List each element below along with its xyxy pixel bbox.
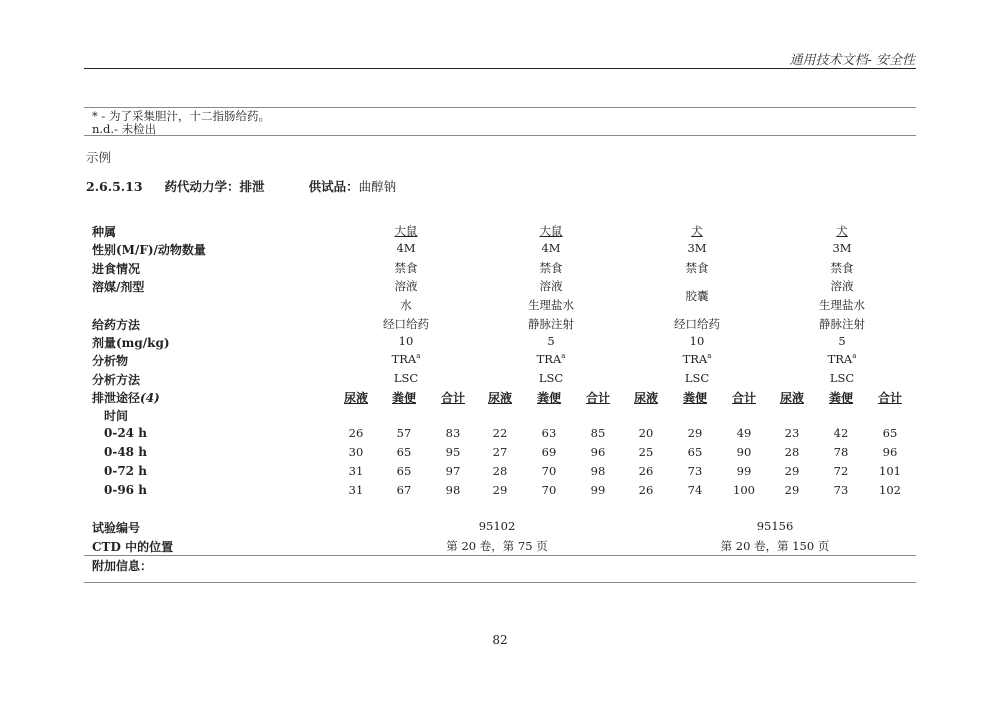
excretion-value: 72 [833,464,849,478]
section-title: 药代动力学：排泄 [164,179,265,194]
excretion-value: 42 [833,426,849,440]
group-vehicle: 溶液 [830,279,854,293]
label-study-no: 试验编号 [92,521,141,535]
excretion-value: 85 [590,426,606,440]
analyte-footnote-mark: a [707,352,712,361]
group-analyte [392,352,421,366]
excretion-value: 100 [733,483,755,497]
excretion-value: 102 [879,483,901,497]
excretion-value: 70 [541,464,557,478]
excretion-route-text: 排泄途径 [92,391,141,405]
excretion-value: 69 [541,445,557,459]
excretion-value: 27 [492,445,508,459]
group-dose: 10 [398,334,414,348]
group-species: 大鼠 [539,224,563,238]
excretion-value: 67 [396,483,412,497]
group-species: 犬 [691,224,703,238]
excretion-value: 49 [736,426,752,440]
excretion-value: 29 [784,483,800,497]
study-no-rat: 95102 [478,519,516,533]
ctd-location-rat: 第 20 卷，第 75 页 [446,539,548,553]
footnote-divider-bottom [84,135,916,136]
analyte-text: TRA [682,352,708,366]
document-header-title: 通用技术文档- 安全性 [789,53,915,68]
label-excretion-route [92,389,160,406]
group-vehicle-detail: 生理盐水 [819,298,865,312]
label-feeding: 进食情况 [92,262,141,276]
excretion-value: 98 [445,483,461,497]
label-dose: 剂量(mg/kg) [92,336,170,350]
group-method: LSC [538,371,564,385]
excretion-value: 26 [638,483,654,497]
table-bottom-rule [84,582,916,583]
excretion-value: 23 [784,426,800,440]
excretion-value: 29 [784,464,800,478]
sub-column-header: 粪便 [828,391,854,405]
analyte-footnote-mark: a [416,352,421,361]
group-sex-count: 4M [396,241,416,255]
sub-column-header: 合计 [585,391,611,405]
group-route: 经口给药 [383,317,429,331]
group-route: 经口给药 [674,317,720,331]
analyte-text: TRA [827,352,853,366]
excretion-value: 101 [879,464,901,478]
excretion-value: 99 [590,483,606,497]
example-label: 示例 [86,150,112,165]
sub-column-header: 合计 [440,391,466,405]
excretion-value: 63 [541,426,557,440]
excretion-value: 22 [492,426,508,440]
group-analyte [537,352,566,366]
excretion-value: 31 [348,464,364,478]
analyte-footnote-mark: a [561,352,566,361]
sub-column-header: 尿液 [633,391,659,405]
study-no-dog: 95156 [756,519,794,533]
time-row-label: 0-96 h [104,483,147,497]
sub-column-header: 尿液 [779,391,805,405]
group-sex-count: 3M [832,241,852,255]
page-number: 82 [492,633,508,647]
group-vehicle-detail: 生理盐水 [528,298,574,312]
excretion-value: 73 [687,464,703,478]
group-analyte [683,352,712,366]
group-sex-count: 3M [687,241,707,255]
group-vehicle: 胶囊 [685,289,709,303]
excretion-value: 96 [590,445,606,459]
label-ctd-location: CTD 中的位置 [92,540,174,554]
group-vehicle-detail: 水 [400,298,412,312]
label-time: 时间 [104,409,129,423]
group-vehicle: 溶液 [539,279,563,293]
test-article-label: 供试品： [308,179,359,194]
excretion-value: 26 [638,464,654,478]
group-method: LSC [829,371,855,385]
excretion-value: 99 [736,464,752,478]
sub-column-header: 合计 [877,391,903,405]
group-dose: 5 [547,334,555,348]
analyte-text: TRA [391,352,417,366]
excretion-value: 30 [348,445,364,459]
excretion-value: 90 [736,445,752,459]
excretion-value: 26 [348,426,364,440]
time-row-label: 0-72 h [104,464,147,478]
group-method: LSC [393,371,419,385]
excretion-route-note: (4) [140,391,160,405]
excretion-value: 74 [687,483,703,497]
group-method: LSC [684,371,710,385]
sub-column-header: 合计 [731,391,757,405]
footnote-text: 未检出 [121,122,157,136]
excretion-value: 28 [492,464,508,478]
group-route: 静脉注射 [819,317,865,331]
excretion-value: 65 [882,426,898,440]
group-feeding: 禁食 [539,261,563,275]
section-heading [86,177,396,195]
table-divider [84,555,916,556]
excretion-value: 70 [541,483,557,497]
excretion-value: 78 [833,445,849,459]
excretion-value: 95 [445,445,461,459]
time-row-label: 0-48 h [104,445,147,459]
label-sex-count: 性别(M/F)/动物数量 [92,243,206,257]
excretion-value: 65 [396,445,412,459]
ctd-location-dog: 第 20 卷，第 150 页 [720,539,830,553]
label-route: 给药方法 [92,318,141,332]
analyte-text: TRA [536,352,562,366]
group-feeding: 禁食 [830,261,854,275]
group-route: 静脉注射 [528,317,574,331]
excretion-value: 29 [687,426,703,440]
excretion-value: 25 [638,445,654,459]
excretion-value: 57 [396,426,412,440]
group-vehicle: 溶液 [394,279,418,293]
sub-column-header: 粪便 [682,391,708,405]
sub-column-header: 粪便 [391,391,417,405]
group-dose: 5 [838,334,846,348]
group-dose: 10 [689,334,705,348]
footnote-sep: - [114,122,122,136]
excretion-value: 65 [687,445,703,459]
section-number: 2.6.5.13 [86,179,143,194]
excretion-value: 83 [445,426,461,440]
group-species: 犬 [836,224,848,238]
group-feeding: 禁食 [685,261,709,275]
excretion-value: 65 [396,464,412,478]
label-method: 分析方法 [92,373,141,387]
excretion-value: 31 [348,483,364,497]
excretion-value: 73 [833,483,849,497]
sub-column-header: 尿液 [343,391,369,405]
excretion-value: 96 [882,445,898,459]
excretion-value: 98 [590,464,606,478]
group-feeding: 禁食 [394,261,418,275]
label-additional-info: 附加信息： [92,559,153,573]
label-species: 种属 [92,225,117,239]
group-sex-count: 4M [541,241,561,255]
sub-column-header: 尿液 [487,391,513,405]
footnote-mark: n.d. [92,122,115,136]
sub-column-header: 粪便 [536,391,562,405]
footnote-sep: - [97,109,109,123]
footnote-text: 为了采集胆汁，十二指肠给药。 [108,109,270,123]
group-analyte [828,352,857,366]
header-divider [84,68,916,69]
excretion-value: 28 [784,445,800,459]
group-species: 大鼠 [394,224,418,238]
excretion-value: 97 [445,464,461,478]
excretion-value: 20 [638,426,654,440]
analyte-footnote-mark: a [852,352,857,361]
label-analyte: 分析物 [92,354,129,368]
excretion-value: 29 [492,483,508,497]
time-row-label: 0-24 h [104,426,147,440]
footnote-mark: * [92,109,98,123]
label-vehicle: 溶媒/剂型 [92,280,145,294]
test-article: 曲醇钠 [358,179,397,194]
